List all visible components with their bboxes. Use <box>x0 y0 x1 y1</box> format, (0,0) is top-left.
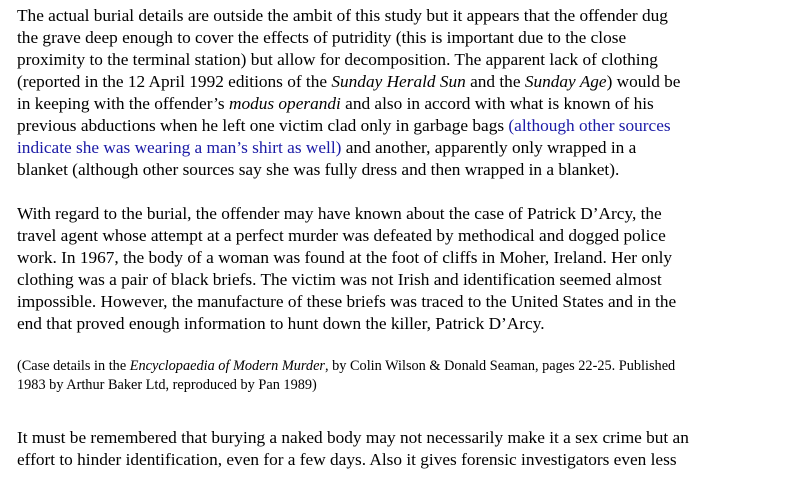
newspaper-title: Sunday Herald Sun <box>331 72 466 91</box>
text-run: (Case details in the <box>17 358 130 374</box>
text-line <box>17 93 779 115</box>
paragraph-patrick-darcy <box>17 203 779 335</box>
text-line <box>17 71 779 93</box>
text-line: The actual burial details are outside the ambit of this study but it appears that the offender dug <box>17 6 668 25</box>
book-title: Encyclopaedia of Modern Murder <box>129 358 325 374</box>
paragraph-naked-body <box>17 427 779 471</box>
text-run: and also in accord with what is known of his <box>340 94 654 113</box>
text-line: clothing was a pair of black briefs. The victim was not Irish and identification seemed almost <box>17 270 662 289</box>
text-line: work. In 1967, the body of a woman was found at the foot of cliffs in Moher, Ireland. Her only <box>17 248 673 267</box>
text-line: blanket (although other sources say she was fully dress and then wrapped in a blanket). <box>17 160 620 179</box>
text-line: proximity to the terminal station) but allow for decomposition. The apparent lack of clothing <box>17 50 658 69</box>
text-run: previous abductions when he left one victim clad only in garbage bags <box>17 116 509 135</box>
text-line: impossible. However, the manufacture of these briefs was traced to the United States and in the <box>17 292 677 311</box>
text-run: and the <box>465 72 525 91</box>
text-line: the grave deep enough to cover the effects of putridity (this is important due to the close <box>17 28 627 47</box>
citation-note <box>17 357 779 395</box>
text-run: ) would be <box>606 72 681 91</box>
text-line: end that proved enough information to hunt down the killer, Patrick D’Arcy. <box>17 314 545 333</box>
highlighted-note: indicate she was wearing a man’s shirt as well) <box>17 138 342 157</box>
text-run: (reported in the 12 April 1992 editions of the <box>17 72 332 91</box>
text-line: effort to hinder identification, even for a few days. Also it gives forensic investigators even less <box>17 450 677 469</box>
text-line: 1983 by Arthur Baker Ltd, reproduced by Pan 1989) <box>17 377 317 393</box>
text-line: With regard to the burial, the offender may have known about the case of Patrick D’Arcy, the <box>17 204 662 223</box>
text-line: travel agent whose attempt at a perfect murder was defeated by methodical and dogged police <box>17 226 666 245</box>
text-line <box>17 137 779 159</box>
highlighted-note: (although other sources <box>508 116 671 135</box>
text-line <box>17 357 779 376</box>
text-line <box>17 115 779 137</box>
paragraph-burial-details <box>17 5 779 181</box>
latin-term: modus operandi <box>228 94 341 113</box>
newspaper-title: Sunday Age <box>524 72 607 91</box>
text-run: , by Colin Wilson & Donald Seaman, pages 22-25. Published <box>324 358 676 374</box>
text-run: in keeping with the offender’s <box>17 94 229 113</box>
text-line: It must be remembered that burying a naked body may not necessarily make it a sex crime but an <box>17 428 689 447</box>
text-run: and another, apparently only wrapped in a <box>341 138 637 157</box>
